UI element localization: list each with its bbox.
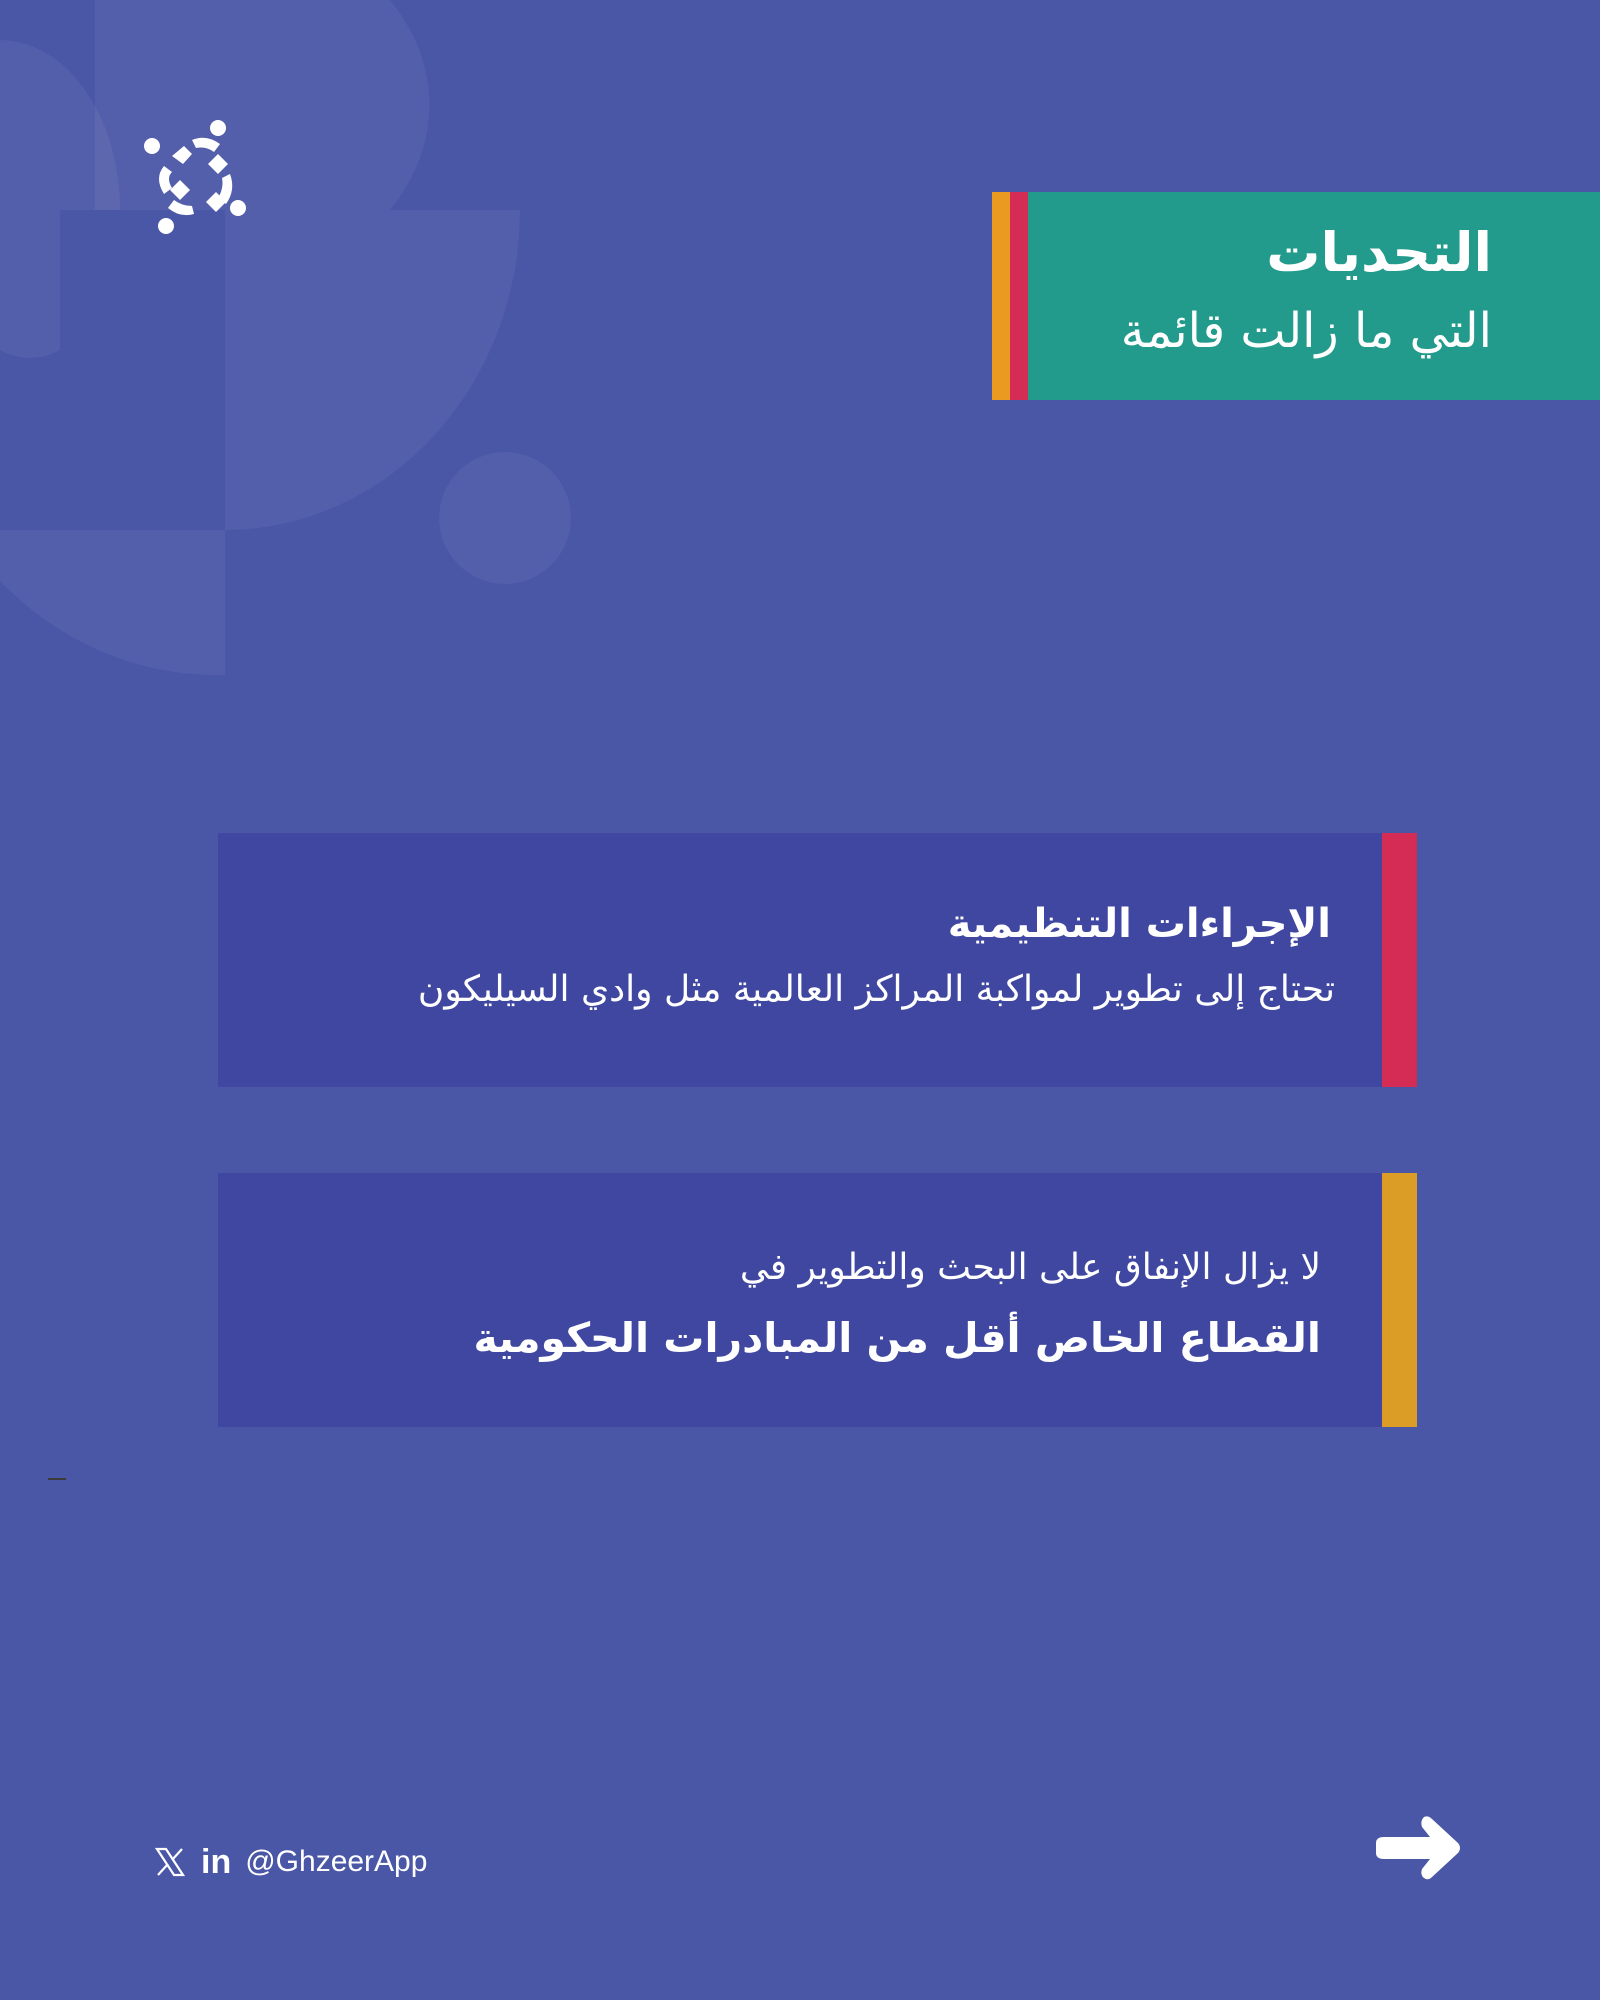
card-title: الإجراءات التنظيمية <box>947 901 1331 947</box>
challenge-card-regulations <box>218 833 1417 1087</box>
page-subtitle: التي ما زالت قائمة <box>1120 303 1492 359</box>
header-accent-red <box>1010 192 1028 400</box>
challenge-card-rnd-spending <box>218 1173 1417 1427</box>
social-handle[interactable]: @GhzeerApp <box>245 1845 428 1878</box>
arrow-right-icon[interactable] <box>1374 1815 1462 1881</box>
page-title: التحديات <box>1266 221 1492 284</box>
card-body: تحتاج إلى تطوير لمواكبة المراكز العالمية مثل وادي السيليكون <box>417 969 1335 1010</box>
header-accent-orange <box>992 192 1010 400</box>
card-lead: لا يزال الإنفاق على البحث والتطوير في <box>739 1247 1321 1288</box>
background-decoration <box>0 0 620 720</box>
header-panel <box>1028 192 1600 400</box>
card-accent-bar <box>1382 1173 1417 1427</box>
card-emphasis: القطاع الخاص أقل من المبادرات الحكومية <box>473 1314 1321 1362</box>
x-icon[interactable] <box>155 1847 185 1877</box>
small-dash-mark <box>48 1478 66 1480</box>
ghzeer-logo <box>136 118 254 236</box>
social-links <box>155 1838 427 1886</box>
linkedin-icon[interactable]: in <box>201 1843 232 1881</box>
header-badge <box>992 192 1600 400</box>
card-accent-bar <box>1382 833 1417 1087</box>
